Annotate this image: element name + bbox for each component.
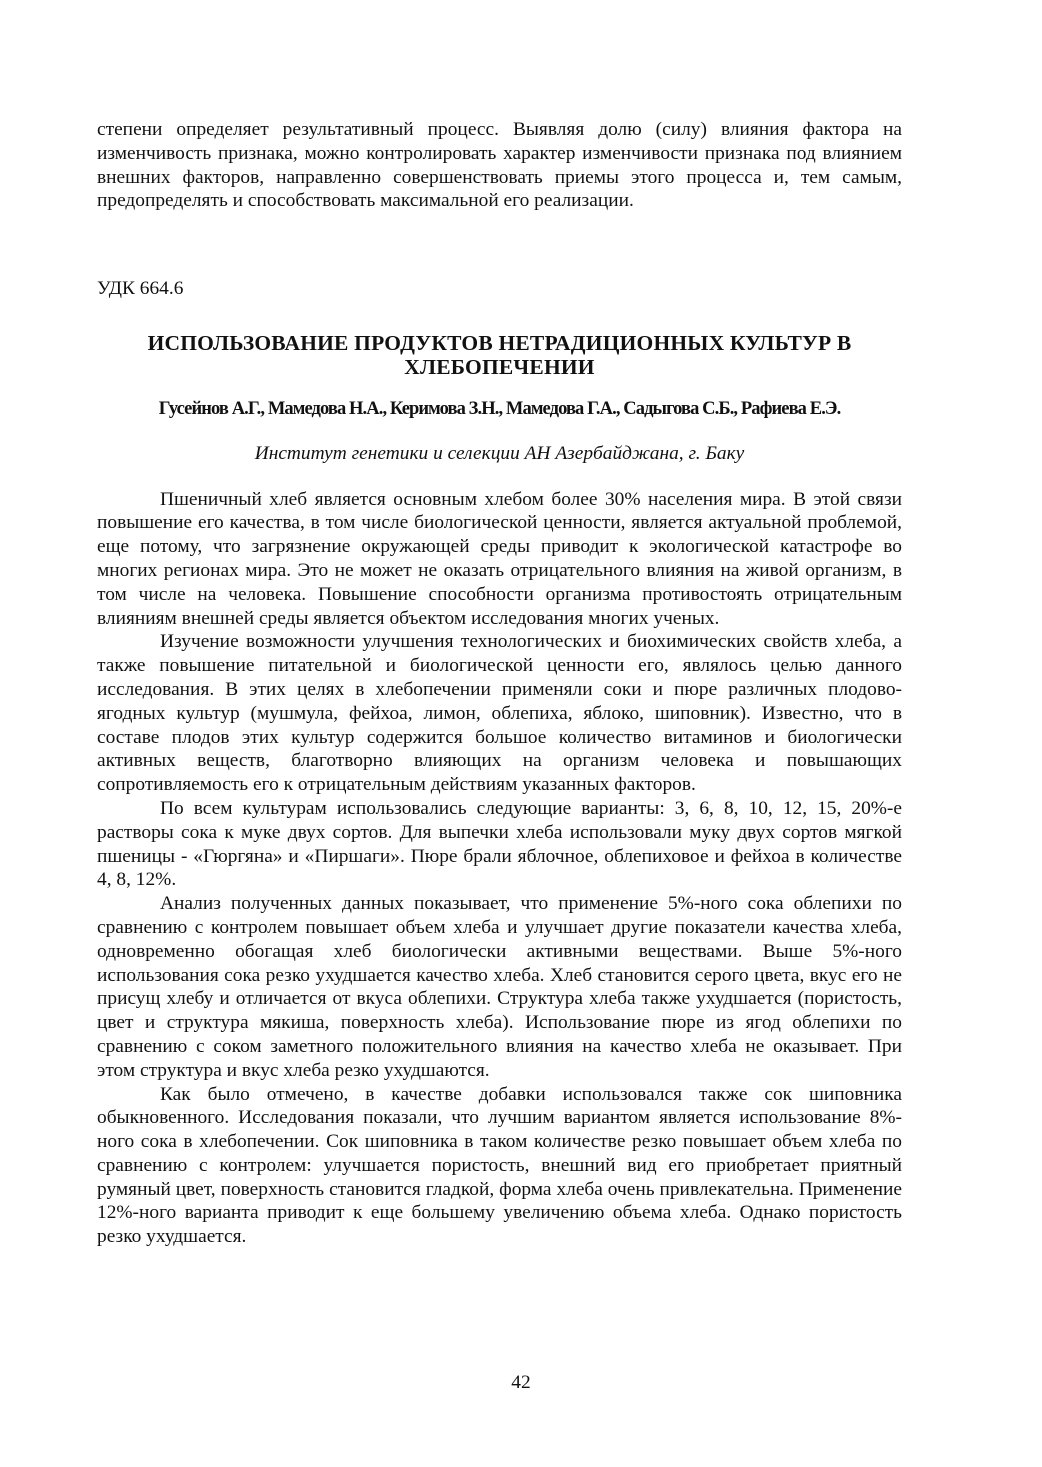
body-paragraph: По всем культурам использовались следующие варианты: 3, 6, 8, 10, 12, 15, 20%-е растворы сока к муке двух сортов. Для выпечки хлеба использовали муку двух сортов мягкой пшеницы - «Гюргяна» и «Пиршаги». Пюре брали яблочное, облепиховое и фейхоа в количестве 4, 8, 12%. [97,797,902,891]
author-list: Гусейнов А.Г., Мамедова Н.А., Керимова З.Н., Мамедова Г.А., Садыгова С.Б., Рафиева Е.Э. [158,398,841,419]
affiliation: Институт генетики и селекции АН Азербайджана, г. Баку [254,442,745,464]
page-number: 42 [511,1372,531,1393]
body-paragraph: Анализ полученных данных показывает, что применение 5%-ного сока облепихи по сравнению с контролем повышает объем хлеба и улучшает другие показатели качества хлеба, одновременно обогащая хлеб биологически активными веществами. Выше 5%-ного использования сока резко ухудшается качество хлеба. Хлеб становится серого цвета, вкус его не присущ хлебу и отличается от вкуса облепихи. Структура хлеба также ухудшается (пористость, цвет и структура мякиша, поверхность хлеба). Использование пюре из ягод облепихи по сравнению с соком заметного положительного влияния на качество хлеба не оказывает. При этом структура и вкус хлеба резко ухудшаются. [97,893,902,1081]
title-line-2: ХЛЕБОПЕЧЕНИИ [404,354,595,379]
body-paragraph: Пшеничный хлеб является основным хлебом более 30% населения мира. В этой связи повышение его качества, в том числе биологической ценности, является актуальной проблемой, еще потому, что загрязнение окружающей среды приводит к экологической катастрофе во многих регионах мира. Это не может не оказать отрицательного влияния на живой организм, в том числе на человека. Повышение способности организма противостоять отрицательным влияниям внешней среды является объектом исследования многих ученых. [97,488,902,629]
udk-code: УДК 664.6 [97,278,184,300]
page-content [97,118,902,1249]
intro-paragraph: степени определяет результативный процесс. Выявляя долю (силу) влияния фактора на изменчивость признака, можно контролировать характер изменчивости признака под влиянием внешних факторов, направленно совершенствовать приемы этого процесса и, тем самым, предопределять и способствовать максимальной его реализации. [97,119,902,212]
body-paragraph: Как было отмечено, в качестве добавки использовался также сок шиповника обыкновенного. Исследования показали, что лучшим вариантом является использование 8%-ного сока в хлебопечении. Сок шиповника в таком количестве резко повышает объем хлеба по сравнению с контролем: улучшается пористость, внешний вид его приобретает приятный румяный цвет, поверхность становится гладкой, форма хлеба очень привлекательна. Применение 12%-ного варианта приводит к еще большему увеличению объема хлеба. Однако пористость резко ухудшается. [97,1083,902,1248]
title-line-1: ИСПОЛЬЗОВАНИЕ ПРОДУКТОВ НЕТРАДИЦИОННЫХ КУЛЬТУР В [147,330,852,355]
article-title [97,331,902,379]
body-paragraph: Изучение возможности улучшения технологических и биохимических свойств хлеба, а также повышение питательной и биологической ценности его, являлось целью данного исследования. В этих целях в хлебопечении применяли соки и пюре различных плодово-ягодных культур (мушмула, фейхоа, лимон, облепиха, яблоко, шиповник). Известно, что в составе плодов этих культур содержится большое количество витаминов и биологически активных веществ, благотворно влияющих на организм человека и повышающих сопротивляемость его к отрицательным действиям указанных факторов. [97,631,902,796]
